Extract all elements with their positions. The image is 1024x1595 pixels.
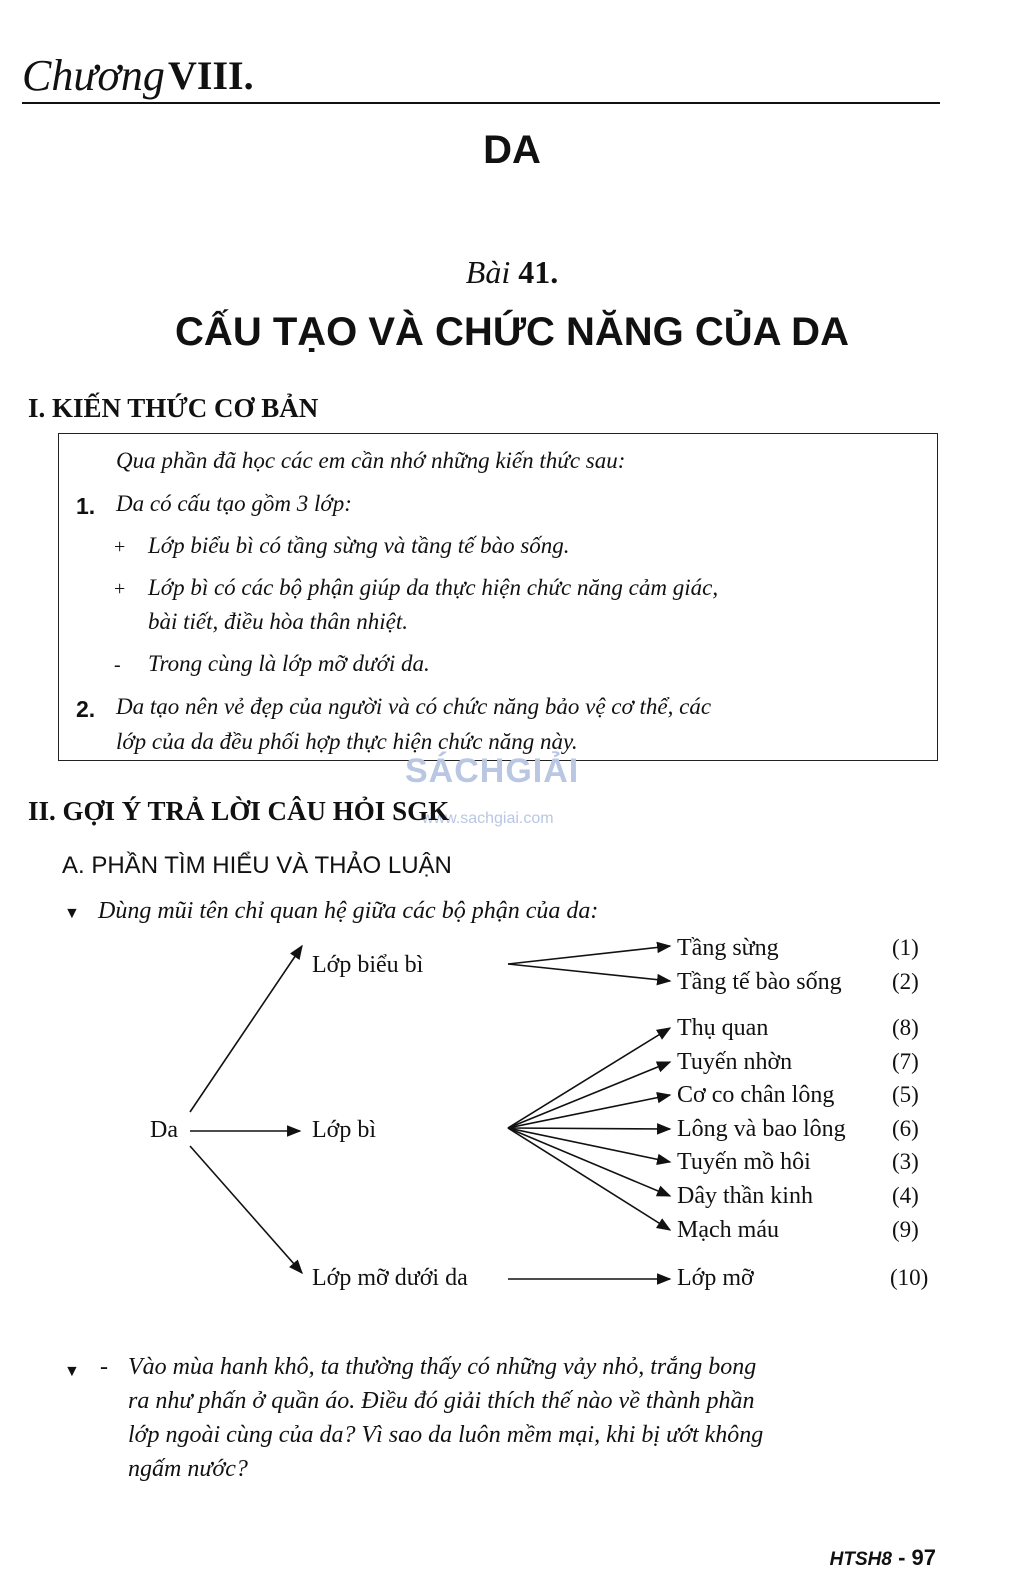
- arrow-dermis-4: [508, 1128, 670, 1129]
- part-code: (2): [892, 969, 919, 994]
- part-label: Thụ quan: [677, 1015, 769, 1041]
- bullet-1: Lớp biểu bì có tầng sừng và tầng tế bào sống.: [148, 533, 570, 558]
- lead-arrow-icon: ▼: [64, 1363, 80, 1380]
- part-label: Mạch máu: [677, 1217, 779, 1243]
- part-label: Tầng sừng: [677, 935, 779, 961]
- lesson-number: 41.: [518, 254, 559, 290]
- part-code: (7): [892, 1049, 919, 1074]
- part-code: (5): [892, 1082, 919, 1107]
- lesson-word: Bài: [465, 254, 511, 290]
- question-line-3: lớp ngoài cùng của da? Vì sao da luôn mềm mại, khi bị ướt không: [128, 1422, 764, 1448]
- part-label: Tuyến nhờn: [677, 1049, 793, 1075]
- question-line-4: ngấm nước?: [128, 1456, 248, 1482]
- layer-dermis: Lớp bì: [312, 1117, 377, 1143]
- watermark-url: www.sachgiai.com: [422, 810, 554, 827]
- part-label: Tầng tế bào sống: [677, 969, 842, 995]
- item-2-number: 2.: [76, 696, 96, 722]
- question-line-1: Vào mùa hanh khô, ta thường thấy có những vảy nhỏ, trắng bong: [128, 1354, 757, 1380]
- part-code: (6): [892, 1116, 919, 1141]
- part-label: Lớp mỡ: [677, 1265, 754, 1291]
- bullet-2-cont: bài tiết, điều hòa thân nhiệt.: [148, 609, 408, 634]
- section-2-title: II. GỢI Ý TRẢ LỜI CÂU HỎI SGK: [28, 796, 450, 826]
- part-code: (3): [892, 1149, 919, 1174]
- arrow-dermis-3: [508, 1095, 670, 1128]
- question-line-2: ra như phấn ở quần áo. Điều đó giải thích thế nào về thành phần: [128, 1388, 755, 1414]
- chapter-title: DA: [483, 128, 541, 172]
- arrow-dermis-2: [508, 1062, 670, 1128]
- item-2-line-1: Da tạo nên vẻ đẹp của người và có chức năng bảo vệ cơ thể, các: [116, 694, 712, 719]
- part-label: Dây thần kinh: [677, 1183, 813, 1209]
- bullet-3: Trong cùng là lớp mỡ dưới da.: [148, 651, 430, 676]
- item-2-line-2: lớp của da đều phối hợp thực hiện chức năng này.: [116, 729, 578, 754]
- part-code: (10): [890, 1265, 929, 1290]
- layer-fat: Lớp mỡ dưới da: [312, 1265, 468, 1291]
- item-1-text: Da có cấu tạo gồm 3 lớp:: [116, 491, 352, 516]
- subsection-a-title: A. PHẦN TÌM HIỂU VÀ THẢO LUẬN: [62, 852, 452, 879]
- watermark-logo: SÁCHGIẢI: [405, 752, 580, 790]
- item-1-number: 1.: [76, 493, 96, 519]
- section-1-title: I. KIẾN THỨC CƠ BẢN: [28, 393, 319, 423]
- arrow-epidermis-1: [508, 946, 670, 964]
- chapter-word: Chương: [22, 51, 165, 100]
- layer-epidermis: Lớp biểu bì: [312, 952, 424, 978]
- part-label: Tuyến mồ hôi: [677, 1149, 811, 1175]
- bullet-mark: +: [114, 578, 126, 600]
- arrow-da-epidermis: [190, 946, 302, 1112]
- part-code: (1): [892, 935, 919, 960]
- page-footer: [830, 1545, 936, 1571]
- footer-separator: -: [891, 1545, 912, 1570]
- chapter-number: VIII.: [168, 53, 254, 98]
- page-number: 97: [911, 1545, 936, 1570]
- bullet-mark: -: [114, 654, 121, 676]
- bullet-2: Lớp bì có các bộ phận giúp da thực hiện chức năng cảm giác,: [148, 575, 719, 600]
- part-code: (4): [892, 1183, 919, 1208]
- question-dash: -: [100, 1354, 108, 1380]
- diagram-instruction: Dùng mũi tên chỉ quan hệ giữa các bộ phận của da:: [98, 898, 599, 924]
- part-code: (9): [892, 1217, 919, 1242]
- part-label: Cơ co chân lông: [677, 1082, 835, 1108]
- part-label: Lông và bao lông: [677, 1116, 846, 1142]
- arrow-epidermis-2: [508, 964, 670, 981]
- arrow-dermis-7: [508, 1128, 670, 1230]
- box-intro: Qua phần đã học các em cần nhớ những kiến thức sau:: [116, 448, 626, 473]
- arrow-dermis-5: [508, 1128, 670, 1162]
- lesson-title: CẤU TẠO VÀ CHỨC NĂNG CỦA DA: [175, 310, 849, 354]
- book-code: HTSH8: [829, 1549, 892, 1570]
- arrow-da-fat: [190, 1146, 302, 1273]
- bullet-mark: +: [114, 536, 126, 558]
- lead-arrow-icon: ▼: [64, 905, 80, 922]
- part-code: (8): [892, 1015, 919, 1040]
- arrow-dermis-1: [508, 1028, 670, 1128]
- arrow-dermis-6: [508, 1128, 670, 1196]
- diagram-root: Da: [150, 1117, 178, 1143]
